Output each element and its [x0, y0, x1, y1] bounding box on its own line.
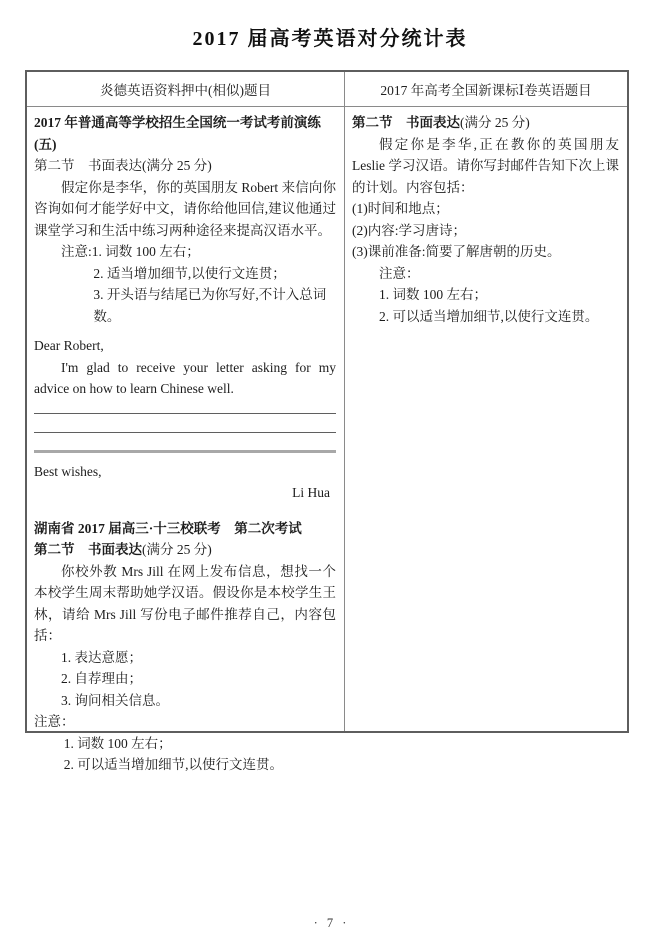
letter-signature: Li Hua — [292, 485, 330, 500]
q2-source-title: 湖南省 2017 届高三·十三校联考 第二次考试 — [34, 520, 302, 536]
exam-note-2: 2. 可以适当增加细节,以使行文连贯。 — [379, 308, 599, 324]
comparison-table — [25, 70, 629, 772]
exam-section-rest: (满分 25 分) — [460, 115, 530, 130]
q2-note-label: 注意： — [34, 714, 75, 729]
q1-section-line: 第二节 书面表达(满分 25 分) — [34, 158, 212, 173]
exam-section-line — [352, 112, 619, 134]
exam-point-1: (1)时间和地点； — [352, 201, 449, 216]
letter-body: I'm glad to receive your letter asking for my advice on how to learn Chinese well. — [34, 359, 336, 396]
q2-section-bold: 第二节 书面表达 — [34, 542, 142, 557]
q1-note-2: 2. 适当增加细节,以使行文连贯； — [93, 265, 286, 281]
q1-source-title: 2017 年普通高等学校招生全国统一考试考前演练(五) — [34, 115, 321, 152]
q1-note-3: 3. 开头语与结尾已为你写好,不计入总词数。 — [93, 287, 327, 324]
header-cell-mock-source: 炎德英语资料押中(相似)题目 — [27, 72, 345, 106]
exam-section-bold: 第二节 书面表达 — [352, 115, 460, 130]
table-header-row — [27, 72, 627, 107]
exam-note-1: 1. 词数 100 左右； — [379, 287, 487, 302]
answer-writing-line — [34, 414, 336, 433]
q2-section-line — [34, 539, 336, 561]
q2-note-2: 2. 可以适当增加细节,以使行文连贯。 — [63, 757, 284, 772]
q2-section-rest: (满分 25 分) — [142, 542, 212, 557]
q2-body-paragraph: 你校外教 Mrs Jill 在网上发布信息，想找一个本校学生周末帮助她学汉语。假设你是本校学生王林，请给 Mrs Jill 写份电子邮件推荐自己，内容包括： — [34, 563, 336, 643]
page-number: · 7 · — [313, 916, 347, 930]
cell-exam-question — [345, 107, 627, 731]
header-cell-exam-source: 2017 年高考全国新课标Ⅰ卷英语题目 — [380, 83, 592, 98]
exam-point-3: (3)课前准备:简要了解唐朝的历史。 — [352, 244, 561, 259]
q2-point-1: 1. 表达意愿； — [61, 649, 142, 665]
exam-body-paragraph: 假定你是李华,正在教你的英国朋友 Leslie 学习汉语。请你写封邮件告知下次上课的计划。内容包括： — [352, 136, 619, 195]
letter-closing: Best wishes, — [34, 463, 102, 479]
q2-point-3: 3. 询问相关信息。 — [61, 692, 169, 708]
q1-note-1: 注意:1. 词数 100 左右； — [61, 244, 200, 259]
q1-body-paragraph: 假定你是李华，你的英国朋友 Robert 来信向你咨询如何才能学好中文，请你给他回信,建议他通过课堂学习和生活中练习两种途径来提高汉语水平。 — [34, 179, 336, 238]
answer-writing-line — [34, 400, 336, 414]
q2-note-1: 1. 词数 100 左右； — [63, 735, 172, 751]
exam-note-label: 注意： — [379, 265, 420, 281]
table-body-row — [27, 107, 627, 772]
letter-salutation: Dear Robert, — [34, 338, 104, 353]
exam-point-2: (2)内容:学习唐诗； — [352, 222, 466, 238]
q2-point-2: 2. 自荐理由； — [61, 671, 142, 686]
cell-mock-questions — [27, 107, 345, 772]
answer-writing-line — [34, 433, 336, 453]
page-title: 2017 届高考英语对分统计表 — [192, 28, 468, 50]
